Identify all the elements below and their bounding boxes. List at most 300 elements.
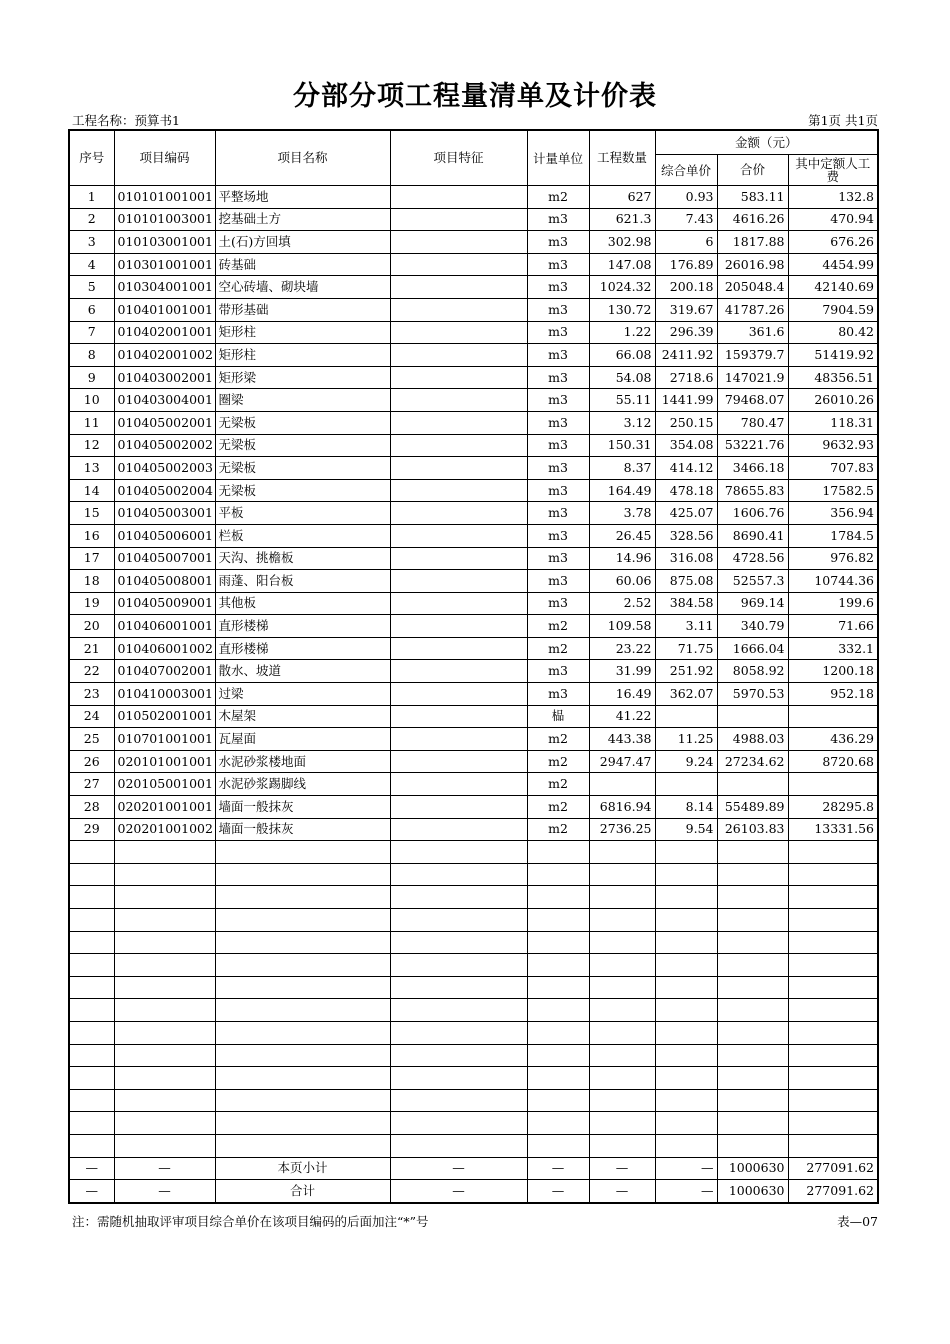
cell-total: 3466.18 [717,457,788,480]
cell-code: 010406001002 [114,637,215,660]
cell-name: 合计 [215,1180,390,1202]
cell-unit-price: 250.15 [655,411,717,434]
table-row [70,276,877,299]
cell-labor: 48356.51 [788,366,877,389]
empty-cell [70,954,114,977]
empty-cell [215,931,390,954]
empty-cell [215,1044,390,1067]
empty-cell [788,1089,877,1112]
cell-name: 矩形柱 [215,344,390,367]
cell-unit: m3 [527,253,589,276]
empty-cell [655,1112,717,1135]
cell-qty: 31.99 [589,660,655,683]
cell-labor: 118.31 [788,411,877,434]
cell-feature [390,705,527,728]
cell-labor: 1784.5 [788,524,877,547]
cell-feature [390,773,527,796]
cell-total: 53221.76 [717,434,788,457]
cell-total: 1000630 [717,1180,788,1202]
cell-labor [788,705,877,728]
cell-seq: 23 [70,683,114,706]
page-subtotal-row [70,1157,877,1180]
cell-name: 无梁板 [215,479,390,502]
cell-seq: 20 [70,615,114,638]
cell-feature [390,276,527,299]
cell-name: 直形楼梯 [215,615,390,638]
cell-unit: m3 [527,502,589,525]
cell-seq: 1 [70,186,114,209]
empty-cell [655,954,717,977]
cell-total: 26103.83 [717,818,788,841]
cell-seq: 6 [70,298,114,321]
empty-cell [114,1089,215,1112]
cell-qty: 2947.47 [589,750,655,773]
cell-code: 010406001001 [114,615,215,638]
cell-unit: m3 [527,298,589,321]
cell-seq: 19 [70,592,114,615]
empty-row [70,1021,877,1044]
empty-cell [114,1067,215,1090]
empty-cell [390,976,527,999]
empty-cell [717,886,788,909]
empty-cell [717,1112,788,1135]
cell-seq: 18 [70,570,114,593]
cell-unit-price: 6 [655,231,717,254]
table-body [70,186,877,1202]
cell-unit-price: 384.58 [655,592,717,615]
table-row [70,796,877,819]
empty-cell [390,1112,527,1135]
cell-code: 010103001001 [114,231,215,254]
empty-row [70,886,877,909]
table-header [70,131,877,186]
cell-labor: 952.18 [788,683,877,706]
empty-cell [390,999,527,1022]
cell-name: 挖基础土方 [215,208,390,231]
empty-cell [215,954,390,977]
cell-total: 147021.9 [717,366,788,389]
cell-name: 水泥砂浆楼地面 [215,750,390,773]
table-row [70,818,877,841]
table-row [70,186,877,209]
cell-unit: m3 [527,434,589,457]
cell-code: 010410003001 [114,683,215,706]
cell-unit: m3 [527,479,589,502]
cell-unit: m3 [527,547,589,570]
table-row [70,208,877,231]
empty-cell [655,841,717,864]
cell-unit: m2 [527,186,589,209]
empty-cell [70,1089,114,1112]
cell-name: 过梁 [215,683,390,706]
empty-cell [527,1134,589,1157]
cell-seq: 17 [70,547,114,570]
table-row [70,321,877,344]
header-code: 项目编码 [114,131,215,186]
cell-feature [390,366,527,389]
cell-unit-price: 2718.6 [655,366,717,389]
cell-labor: 199.6 [788,592,877,615]
empty-row [70,863,877,886]
cell-code: 020201001001 [114,796,215,819]
table-row [70,773,877,796]
empty-cell [527,1021,589,1044]
cell-unit: m3 [527,276,589,299]
empty-cell [717,1044,788,1067]
empty-cell [655,1134,717,1157]
empty-cell [390,909,527,932]
cell-unit: m2 [527,615,589,638]
empty-cell [215,1112,390,1135]
empty-cell [527,1112,589,1135]
empty-cell [717,1089,788,1112]
cell-qty: 3.12 [589,411,655,434]
empty-cell [589,886,655,909]
cell-seq: 29 [70,818,114,841]
empty-cell [589,954,655,977]
bill-table-frame [68,129,879,1204]
empty-cell [717,1134,788,1157]
empty-cell [655,1089,717,1112]
table-row [70,457,877,480]
empty-cell [655,1021,717,1044]
cell-feature [390,457,527,480]
cell-unit-price: 875.08 [655,570,717,593]
cell-seq: 13 [70,457,114,480]
cell-unit-price: 7.43 [655,208,717,231]
cell-total: 41787.26 [717,298,788,321]
cell-unit: — [527,1157,589,1180]
empty-cell [527,886,589,909]
cell-unit: 榀 [527,705,589,728]
bill-table [70,131,877,1202]
cell-seq: 3 [70,231,114,254]
cell-total: 8058.92 [717,660,788,683]
empty-cell [215,841,390,864]
cell-feature [390,344,527,367]
empty-cell [527,931,589,954]
empty-cell [215,886,390,909]
cell-labor: 470.94 [788,208,877,231]
cell-unit-price: 425.07 [655,502,717,525]
empty-cell [589,1112,655,1135]
empty-cell [215,1021,390,1044]
cell-total: 4616.26 [717,208,788,231]
cell-qty: 621.3 [589,208,655,231]
cell-qty: 60.06 [589,570,655,593]
empty-cell [717,863,788,886]
cell-name: 其他板 [215,592,390,615]
empty-cell [589,999,655,1022]
cell-feature [390,592,527,615]
cell-code: 010407002001 [114,660,215,683]
cell-feature [390,389,527,412]
cell-unit-price: — [655,1180,717,1202]
header-name: 项目名称 [215,131,390,186]
empty-row [70,1089,877,1112]
cell-total: 780.47 [717,411,788,434]
cell-feature [390,796,527,819]
cell-qty: — [589,1157,655,1180]
cell-name: 瓦屋面 [215,728,390,751]
table-row [70,389,877,412]
cell-qty: 3.78 [589,502,655,525]
empty-cell [655,931,717,954]
cell-code: 010403004001 [114,389,215,412]
cell-qty: — [589,1180,655,1202]
cell-qty: 55.11 [589,389,655,412]
table-row [70,411,877,434]
empty-row [70,999,877,1022]
empty-cell [114,909,215,932]
cell-name: 天沟、挑檐板 [215,547,390,570]
cell-unit-price: 414.12 [655,457,717,480]
cell-unit: m2 [527,818,589,841]
cell-unit-price: 319.67 [655,298,717,321]
cell-code: 010405002003 [114,457,215,480]
empty-row [70,1044,877,1067]
cell-total: 583.11 [717,186,788,209]
empty-cell [589,1089,655,1112]
cell-code: 010405002004 [114,479,215,502]
cell-unit-price: — [655,1157,717,1180]
cell-name: 无梁板 [215,411,390,434]
empty-cell [390,841,527,864]
table-row [70,637,877,660]
empty-cell [215,976,390,999]
cell-name: 圈梁 [215,389,390,412]
table-row [70,344,877,367]
empty-row [70,954,877,977]
empty-cell [70,976,114,999]
cell-labor: 356.94 [788,502,877,525]
empty-cell [215,1134,390,1157]
cell-unit: m3 [527,389,589,412]
cell-total [717,773,788,796]
cell-seq: 11 [70,411,114,434]
cell-seq: 25 [70,728,114,751]
cell-seq: 14 [70,479,114,502]
empty-cell [717,954,788,977]
cell-feature [390,186,527,209]
cell-feature [390,683,527,706]
cell-name: 散水、坡道 [215,660,390,683]
header-unit: 计量单位 [527,131,589,186]
cell-unit-price: 1441.99 [655,389,717,412]
empty-cell [589,1044,655,1067]
cell-seq: 9 [70,366,114,389]
table-row [70,750,877,773]
header-amount: 金额（元） [655,131,877,155]
cell-qty: 6816.94 [589,796,655,819]
cell-unit-price: 11.25 [655,728,717,751]
empty-cell [114,886,215,909]
table-row [70,253,877,276]
empty-row [70,909,877,932]
cell-qty [589,773,655,796]
cell-seq: 15 [70,502,114,525]
cell-unit-price [655,705,717,728]
cell-code: 010301001001 [114,253,215,276]
empty-cell [114,999,215,1022]
empty-cell [589,1134,655,1157]
cell-unit-price: 176.89 [655,253,717,276]
table-row [70,705,877,728]
empty-cell [788,931,877,954]
empty-cell [114,1134,215,1157]
cell-qty: 147.08 [589,253,655,276]
cell-name: 土(石)方回填 [215,231,390,254]
cell-feature [390,479,527,502]
cell-unit: m3 [527,208,589,231]
empty-cell [114,931,215,954]
cell-qty: 302.98 [589,231,655,254]
cell-feature [390,434,527,457]
cell-seq: 28 [70,796,114,819]
header-labor: 其中定额人工费 [788,155,877,186]
empty-cell [589,976,655,999]
table-row [70,547,877,570]
cell-feature [390,818,527,841]
empty-cell [114,1112,215,1135]
empty-cell [717,1021,788,1044]
cell-total: 1666.04 [717,637,788,660]
page-info: 第1页 共1页 [808,113,878,128]
cell-labor: 7904.59 [788,298,877,321]
cell-name: 空心砖墙、砌块墙 [215,276,390,299]
cell-unit: m3 [527,457,589,480]
cell-unit: m3 [527,660,589,683]
empty-cell [114,863,215,886]
cell-name: 雨蓬、阳台板 [215,570,390,593]
empty-cell [717,1067,788,1090]
cell-feature [390,728,527,751]
cell-code: 010101003001 [114,208,215,231]
empty-cell [390,1089,527,1112]
cell-total: 205048.4 [717,276,788,299]
cell-feature [390,411,527,434]
cell-unit: m3 [527,231,589,254]
empty-cell [589,863,655,886]
cell-unit-price: 9.24 [655,750,717,773]
empty-cell [788,954,877,977]
cell-feature [390,615,527,638]
table-row [70,298,877,321]
cell-qty: 2736.25 [589,818,655,841]
empty-cell [655,909,717,932]
cell-qty: 66.08 [589,344,655,367]
cell-name: 平板 [215,502,390,525]
cell-feature [390,660,527,683]
empty-cell [589,909,655,932]
empty-cell [390,1134,527,1157]
cell-total: 1000630 [717,1157,788,1180]
cell-qty: 130.72 [589,298,655,321]
page-title: 分部分项工程量清单及计价表 [293,81,657,112]
cell-qty: 26.45 [589,524,655,547]
cell-qty: 1024.32 [589,276,655,299]
cell-unit-price: 3.11 [655,615,717,638]
cell-labor: 26010.26 [788,389,877,412]
cell-seq: 22 [70,660,114,683]
cell-code: — [114,1157,215,1180]
cell-code: 010101001001 [114,186,215,209]
cell-unit-price: 354.08 [655,434,717,457]
table-row [70,231,877,254]
empty-cell [390,1044,527,1067]
empty-cell [390,954,527,977]
table-row [70,592,877,615]
cell-labor: 277091.62 [788,1157,877,1180]
cell-seq: 5 [70,276,114,299]
empty-row [70,976,877,999]
cell-code: 010405002002 [114,434,215,457]
header-total: 合价 [717,155,788,186]
cell-labor: 332.1 [788,637,877,660]
cell-code: 010405006001 [114,524,215,547]
empty-cell [527,976,589,999]
empty-row [70,1112,877,1135]
cell-name: 直形楼梯 [215,637,390,660]
empty-cell [589,1067,655,1090]
cell-unit-price: 296.39 [655,321,717,344]
cell-qty: 2.52 [589,592,655,615]
cell-labor: 8720.68 [788,750,877,773]
cell-total: 26016.98 [717,253,788,276]
empty-cell [717,841,788,864]
table-row [70,479,877,502]
cell-labor: 51419.92 [788,344,877,367]
cell-name: 矩形梁 [215,366,390,389]
cell-total: 8690.41 [717,524,788,547]
table-row [70,434,877,457]
cell-name: 本页小计 [215,1157,390,1180]
cell-name: 墙面一般抹灰 [215,796,390,819]
table-row [70,615,877,638]
empty-row [70,841,877,864]
cell-labor: 9632.93 [788,434,877,457]
cell-seq: 21 [70,637,114,660]
cell-labor: 71.66 [788,615,877,638]
empty-cell [527,841,589,864]
header-feature: 项目特征 [390,131,527,186]
cell-total [717,705,788,728]
empty-cell [114,1044,215,1067]
cell-code: 010405007001 [114,547,215,570]
cell-labor: 436.29 [788,728,877,751]
empty-cell [70,841,114,864]
cell-total: 5970.53 [717,683,788,706]
cell-labor: 707.83 [788,457,877,480]
cell-unit: m3 [527,683,589,706]
cell-feature [390,570,527,593]
cell-labor: 28295.8 [788,796,877,819]
cell-total: 52557.3 [717,570,788,593]
cell-seq: 2 [70,208,114,231]
cell-feature [390,298,527,321]
cell-total: 969.14 [717,592,788,615]
empty-cell [788,1021,877,1044]
empty-cell [390,886,527,909]
empty-cell [655,863,717,886]
empty-cell [70,1112,114,1135]
empty-cell [114,1021,215,1044]
cell-qty: 164.49 [589,479,655,502]
empty-cell [390,863,527,886]
cell-code: 010701001001 [114,728,215,751]
cell-feature [390,750,527,773]
empty-cell [70,999,114,1022]
